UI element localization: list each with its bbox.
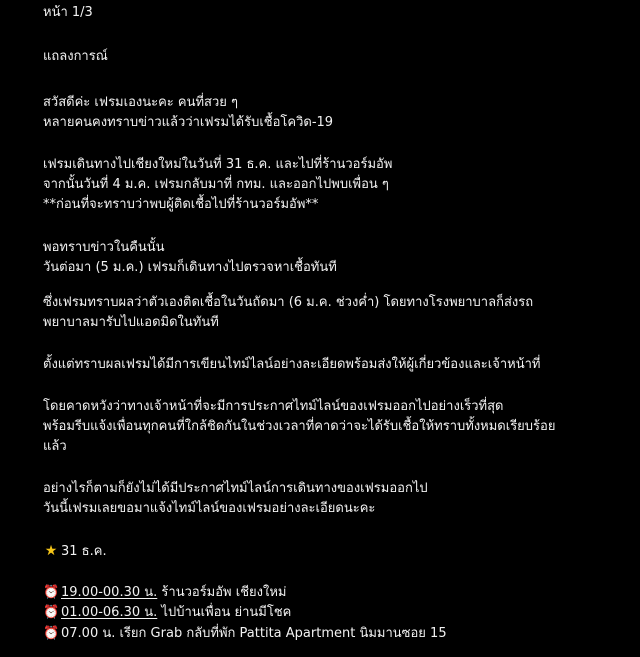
timeline-detail: เรียก Grab กลับที่พัก Pattita Apartment นิมมานซอย 15 (115, 626, 447, 641)
alarm-clock-icon: ⏰ (43, 605, 60, 620)
paragraph-1-line-2: หลายคนคงทราบข่าวแล้วว่าเฟรมได้รับเชื้อโควิด-19 (43, 115, 334, 130)
page-label: หน้า 1/3 (43, 5, 93, 20)
paragraph-3-line-2: วันต่อมา (5 ม.ค.) เฟรมก็เดินทางไปตรวจหาเชื้อทันที (43, 260, 337, 275)
timeline-time: 07.00 น. (61, 626, 116, 641)
timeline-detail: ไปบ้านเพื่อน ย่านมีโชค (157, 605, 292, 620)
timeline-entry (43, 624, 447, 644)
timeline-detail: ร้านวอร์มอัพ เชียงใหม่ (157, 585, 287, 600)
paragraph-2-line-3: **ก่อนที่จะทราบว่าพบผู้ติดเชื้อไปที่ร้านวอร์มอัพ** (43, 197, 319, 212)
timeline-entry (43, 583, 286, 603)
paragraph-4-line-2: พยาบาลมารับไปแอดมิดในทันที (43, 315, 219, 330)
paragraph-2-line-2: จากนั้นวันที่ 4 ม.ค. เฟรมกลับมาที่ กทม. และออกไปพบเพื่อน ๆ (43, 177, 389, 192)
alarm-clock-icon: ⏰ (43, 626, 60, 641)
paragraph-3-line-1: พอทราบข่าวในคืนนั้น (43, 240, 165, 255)
paragraph-5-line-1: ตั้งแต่ทราบผลเฟรมได้มีการเขียนไทม์ไลน์อย่างละเอียดพร้อมส่งให้ผู้เกี่ยวข้องและเจ้าหน้าที่ (43, 357, 541, 372)
heading: แถลงการณ์ (43, 49, 108, 64)
star-icon: ★ (44, 543, 58, 559)
alarm-clock-icon: ⏰ (43, 585, 60, 600)
paragraph-2-line-1: เฟรมเดินทางไปเชียงใหม่ในวันที่ 31 ธ.ค. และไปที่ร้านวอร์มอัพ (43, 157, 393, 172)
paragraph-6-line-2: พร้อมรีบแจ้งเพื่อนทุกคนที่ใกล้ชิดกันในช่วงเวลาที่คาดว่าจะได้รับเชื้อให้ทราบทั้งหมดเรียบร้อย (43, 419, 556, 434)
paragraph-7-line-2: วันนี้เฟรมเลยขอมาแจ้งไทม์ไลน์ของเฟรมอย่างละเอียดนะคะ (43, 501, 376, 516)
paragraph-1-line-1: สวัสดีค่ะ เฟรมเองนะคะ คนที่สวย ๆ (43, 95, 239, 110)
timeline-date (43, 541, 107, 562)
timeline-time: 01.00-06.30 น. (61, 605, 158, 620)
timeline-entry (43, 603, 291, 623)
statement-page (43, 0, 623, 657)
timeline-time: 19.00-00.30 น. (61, 585, 158, 600)
paragraph-6-line-1: โดยคาดหวังว่าทางเจ้าหน้าที่จะมีการประกาศไทม์ไลน์ของเฟรมออกไปอย่างเร็วที่สุด (43, 399, 504, 414)
timeline-date-text: 31 ธ.ค. (61, 544, 107, 559)
paragraph-6-line-3: แล้ว (43, 439, 67, 454)
paragraph-7-line-1: อย่างไรก็ตามก็ยังไม่ได้มีประกาศไทม์ไลน์การเดินทางของเฟรมออกไป (43, 481, 428, 496)
paragraph-4-line-1: ซึ่งเฟรมทราบผลว่าตัวเองติดเชื้อในวันถัดมา (6 ม.ค. ช่วงค่ำ) โดยทางโรงพยาบาลก็ส่งรถ (43, 295, 534, 310)
